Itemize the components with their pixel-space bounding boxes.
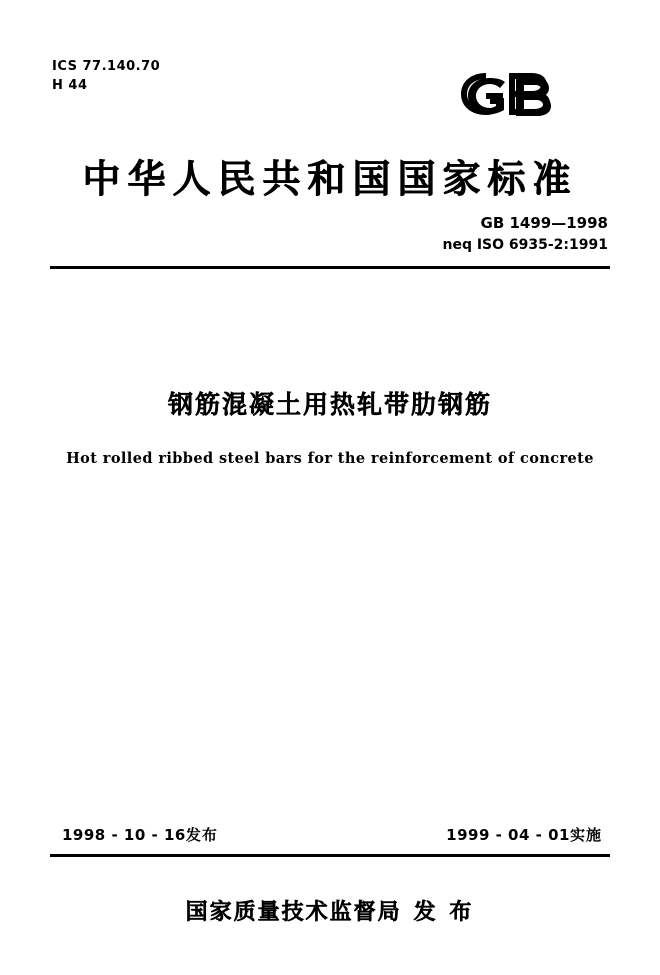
ics-code: ICS 77.140.70	[52, 59, 161, 74]
standard-number: GB 1499—1998	[480, 214, 608, 232]
divider-bottom	[50, 854, 610, 857]
ics-classification-block	[52, 58, 160, 96]
publish-verb: 发 布	[413, 900, 475, 925]
effective-date-label: 实施	[569, 826, 602, 844]
document-title-chinese: 钢筋混凝土用热轧带肋钢筋	[167, 390, 492, 419]
publisher-block	[0, 895, 660, 926]
standard-equivalent: neq ISO 6935-2:1991	[442, 236, 608, 253]
issue-date: 1998 - 10 - 16	[62, 826, 186, 844]
issue-date-block	[62, 824, 218, 845]
effective-date-block	[446, 824, 602, 845]
category-code: H 44	[52, 77, 88, 93]
national-standard-title: 中华人民共和国国家标准	[82, 157, 578, 201]
issue-date-label: 发布	[185, 826, 218, 844]
standard-number-block	[442, 212, 608, 256]
effective-date: 1999 - 04 - 01	[446, 826, 570, 844]
gb-logo-icon	[442, 58, 572, 128]
publisher-name: 国家质量技术监督局	[185, 900, 402, 925]
document-title-english: Hot rolled ribbed steel bars for the reinforcement of concrete	[66, 450, 594, 467]
divider-top	[50, 266, 610, 269]
